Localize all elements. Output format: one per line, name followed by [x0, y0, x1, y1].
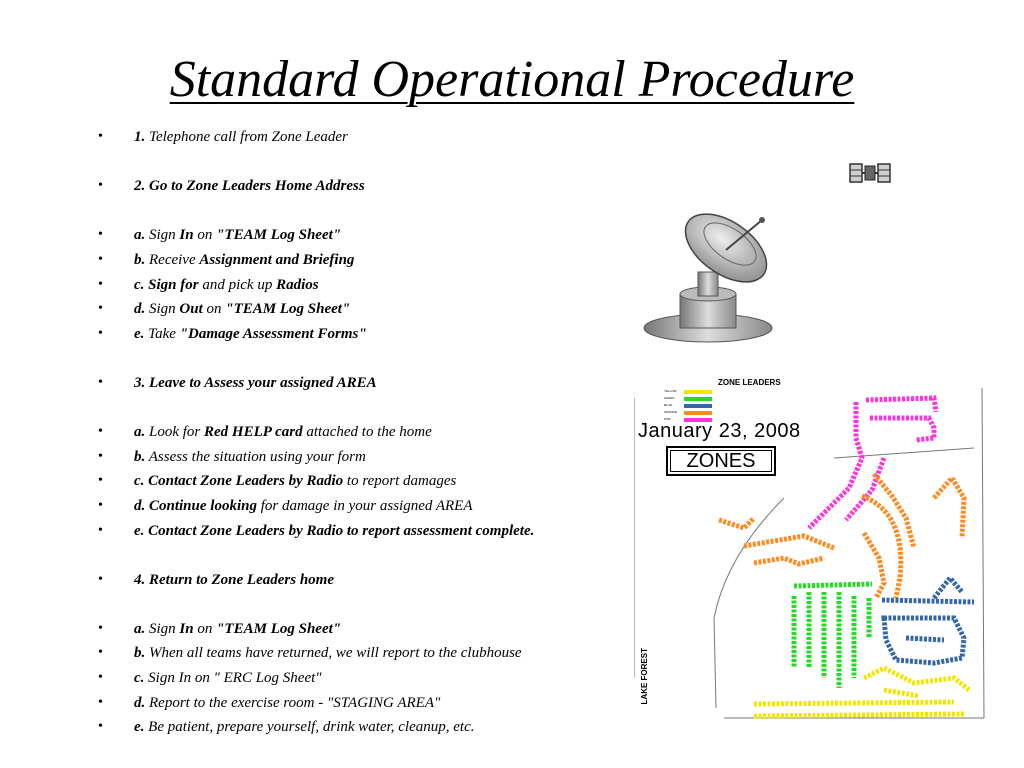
list-item [98, 223, 618, 248]
list-item-text [134, 641, 522, 666]
map-zones-label: ZONES [666, 446, 776, 476]
bullet-icon: • [98, 473, 103, 489]
text-run: a. [134, 227, 146, 244]
bullet-icon: • [98, 719, 103, 735]
text-run: e. [134, 325, 145, 342]
list-item-text [134, 125, 348, 150]
bullet-icon: • [98, 227, 103, 243]
legend-label: YELLOW [664, 389, 677, 393]
map-lake-label: LAKE FOREST [640, 648, 649, 705]
list-spacer [98, 199, 618, 224]
text-run: attached to the home [302, 424, 432, 441]
list-item [98, 322, 618, 347]
list-item-text [134, 715, 475, 740]
list-item-text [134, 273, 319, 298]
list-item-text [134, 174, 365, 199]
text-run: b. [134, 645, 146, 662]
bullet-icon: • [98, 522, 103, 538]
text-run: 4. Return to Zone Leaders home [134, 571, 335, 588]
bullet-icon: • [98, 276, 103, 292]
text-run: d. Continue looking [134, 497, 257, 514]
text-run: Out [179, 301, 203, 318]
legend-label: PINK [664, 417, 672, 421]
legend-label: GREEN [664, 396, 675, 400]
list-item [98, 666, 618, 691]
list-item [98, 174, 618, 199]
bullet-icon: • [98, 448, 103, 464]
text-run: Sign [145, 620, 180, 637]
list-item-text [134, 469, 456, 494]
text-run: In [179, 620, 194, 637]
map-heading: ZONE LEADERS [718, 378, 781, 387]
bullet-icon: • [98, 251, 103, 267]
text-run: 2. Go to Zone Leaders Home Address [134, 178, 365, 195]
text-run: When all teams have returned, we will report to the clubhouse [145, 645, 522, 662]
text-run: a. [134, 620, 146, 637]
text-run: Look for [145, 424, 205, 441]
text-run: on [193, 620, 217, 637]
text-run: b. [134, 448, 146, 465]
list-item-text [134, 568, 334, 593]
satellite-dish-icon [640, 210, 776, 351]
list-item [98, 641, 618, 666]
list-item-text [134, 248, 354, 273]
page-title: Standard Operational Procedure [169, 51, 855, 108]
text-run: Report to the exercise room - "STAGING AREA" [145, 694, 441, 711]
text-run: c. [134, 670, 145, 687]
text-run: d. [134, 694, 146, 711]
text-run: "TEAM Log Sheet" [225, 301, 351, 318]
list-item [98, 273, 618, 298]
list-item-text [134, 691, 440, 716]
text-run: Sign [145, 227, 180, 244]
text-run: 3. Leave to Assess your assigned AREA [134, 374, 377, 391]
text-run: c. Contact Zone Leaders by Radio [134, 473, 344, 490]
text-run: Take [144, 325, 180, 342]
legend-label: ORANGE [664, 410, 678, 414]
list-item-text [134, 666, 322, 691]
zone-map [634, 378, 994, 730]
text-run: In [179, 227, 194, 244]
text-run: Assignment and Briefing [199, 251, 355, 268]
list-item-text [134, 297, 350, 322]
list-item-text [134, 617, 341, 642]
list-spacer [98, 592, 618, 617]
list-spacer [98, 346, 618, 371]
text-run: Assess the situation using your form [145, 448, 366, 465]
text-run: "Damage Assessment Forms" [179, 325, 367, 342]
list-item [98, 371, 618, 396]
text-run: e. [134, 719, 145, 736]
list-spacer [98, 150, 618, 175]
list-item [98, 617, 618, 642]
text-run: Telephone call from Zone Leader [145, 129, 348, 145]
text-run: a. [134, 424, 146, 441]
bullet-icon: • [98, 325, 103, 341]
satellite-icon [848, 158, 894, 193]
text-run: d. [134, 301, 146, 318]
list-item-text [134, 519, 534, 544]
list-item-text [134, 445, 366, 470]
bullet-icon: • [98, 497, 103, 513]
map-date: January 23, 2008 [638, 420, 801, 442]
text-run: on [193, 227, 217, 244]
list-item [98, 691, 618, 716]
list-item [98, 519, 618, 544]
bullet-icon: • [98, 301, 103, 317]
list-item [98, 420, 618, 445]
text-run: and pick up [198, 276, 277, 293]
list-item [98, 248, 618, 273]
list-spacer [98, 543, 618, 568]
text-run: Sign In on " ERC Log Sheet" [144, 670, 322, 687]
list-item [98, 715, 618, 740]
text-run: e. Contact Zone Leaders by Radio to report assessment complete. [134, 522, 535, 539]
text-run: for damage in your assigned AREA [256, 497, 473, 514]
bullet-icon: • [98, 424, 103, 440]
list-item-text [134, 322, 367, 347]
bullet-icon: • [98, 620, 103, 636]
bullet-icon: • [98, 129, 103, 144]
legend-label: BLUE [664, 403, 672, 407]
text-run: Red HELP card [204, 424, 303, 441]
list-item-text [134, 371, 377, 396]
text-run: Receive [145, 251, 200, 268]
text-run: to report damages [343, 473, 457, 490]
list-item [98, 494, 618, 519]
bullet-icon: • [98, 670, 103, 686]
text-run: Be patient, prepare yourself, drink water, cleanup, etc. [144, 719, 475, 736]
list-item [98, 297, 618, 322]
list-item [98, 445, 618, 470]
text-run: 1. [134, 129, 146, 145]
text-run: c. Sign for [134, 276, 199, 293]
text-run: "TEAM Log Sheet" [216, 620, 342, 637]
text-run: Sign [145, 301, 180, 318]
bullet-icon: • [98, 374, 103, 390]
list-item-text [134, 494, 473, 519]
text-run: on [202, 301, 226, 318]
list-item [98, 568, 618, 593]
bullet-icon: • [98, 645, 103, 661]
list-item [98, 125, 618, 150]
bullet-icon: • [98, 694, 103, 710]
text-run: b. [134, 251, 146, 268]
bullet-icon: • [98, 571, 103, 587]
procedure-list [98, 125, 618, 740]
text-run: "TEAM Log Sheet" [216, 227, 342, 244]
list-item-text [134, 223, 341, 248]
list-spacer [98, 396, 618, 421]
text-run: Radios [276, 276, 319, 293]
list-item-text [134, 420, 432, 445]
list-item [98, 469, 618, 494]
bullet-icon: • [98, 178, 103, 194]
